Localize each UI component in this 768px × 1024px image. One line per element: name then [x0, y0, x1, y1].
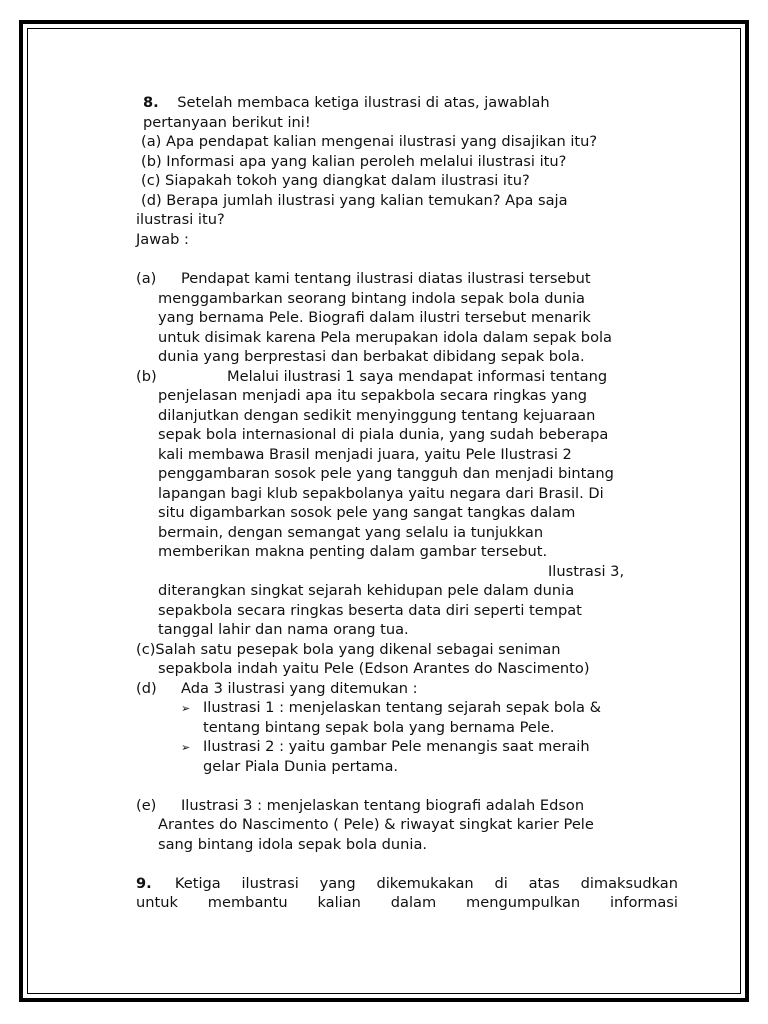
answer-c-line2: sepakbola indah yaitu Pele (Edson Arantes do Nascimento): [158, 660, 590, 677]
answer-b-line: situ digambarkan sosok pele yang sangat tangkas dalam: [158, 504, 576, 521]
q9-word: dikemukakan: [376, 875, 474, 892]
answer-d-bullet-2-cont: gelar Piala Dunia pertama.: [203, 758, 399, 775]
answer-c-line1: (c)Salah satu pesepak bola yang dikenal sebagai seniman: [136, 641, 561, 658]
q8-intro-line1: [143, 93, 550, 113]
answer-b-line: lapangan bagi klub sepakbolanya yaitu negara dari Brasil. Di: [158, 485, 604, 502]
answer-a-line: untuk disimak karena Pela merupakan idola dalam sepak bola: [158, 329, 612, 346]
answer-a-line: yang bernama Pele. Biografi dalam ilustri tersebut menarik: [158, 309, 591, 326]
q9-word: informasi: [610, 894, 678, 911]
answer-b-line: penggambaran sosok pele yang tangguh dan menjadi bintang: [158, 465, 614, 482]
bullet-1-text: Ilustrasi 1 : menjelaskan tentang sejarah sepak bola &: [203, 699, 602, 716]
arrow-bullet-icon: ➢: [181, 741, 191, 754]
q9-word: atas: [528, 875, 560, 892]
answer-e-line: Ilustrasi 3 : menjelaskan tentang biografi adalah Edson: [181, 797, 585, 814]
q9-word: Ketiga: [174, 875, 221, 892]
q9-word: yang: [319, 875, 356, 892]
q8-question-a: (a) Apa pendapat kalian mengenai ilustrasi yang disajikan itu?: [141, 133, 598, 150]
answer-e-line: Arantes do Nascimento ( Pele) & riwayat singkat karier Pele: [158, 816, 594, 833]
q9-word: kalian: [317, 894, 361, 911]
answer-a-line: Pendapat kami tentang ilustrasi diatas ilustrasi tersebut: [181, 270, 591, 287]
answer-b-line: dilanjutkan dengan sedikit menyinggung tentang kejuaraan: [158, 407, 596, 424]
answer-b-line: tanggal lahir dan nama orang tua.: [158, 621, 409, 638]
q9-word: di: [494, 875, 508, 892]
answer-b-line: diterangkan singkat sejarah kehidupan pele dalam dunia: [158, 582, 575, 599]
answer-d-label: (d): [136, 680, 157, 697]
answer-b-ilustrasi3-label: Ilustrasi 3,: [548, 563, 625, 580]
q9-line2: [136, 893, 678, 913]
answer-b-label: (b): [136, 368, 157, 385]
q9-word: mengumpulkan: [466, 894, 581, 911]
answer-d-bullet-1: [181, 698, 601, 719]
q8-question-d-line2: ilustrasi itu?: [136, 211, 225, 228]
answer-d-bullet-1-cont: tentang bintang sepak bola yang bernama Pele.: [203, 719, 555, 736]
q8-question-b: (b) Informasi apa yang kalian peroleh melalui ilustrasi itu?: [141, 153, 567, 170]
answer-d-text: Ada 3 ilustrasi yang ditemukan :: [181, 680, 418, 697]
answer-d-bullet-2: [181, 737, 590, 758]
answer-e-label: (e): [136, 797, 157, 814]
answer-b-line: sepakbola secara ringkas beserta data diri seperti tempat: [158, 602, 582, 619]
q9-word: dalam: [390, 894, 437, 911]
q9-word: untuk: [136, 894, 178, 911]
q8-question-c: (c) Siapakah tokoh yang diangkat dalam ilustrasi itu?: [141, 172, 530, 189]
q8-question-d-line1: (d) Berapa jumlah ilustrasi yang kalian temukan? Apa saja: [141, 192, 568, 209]
answer-b-line: memberikan makna penting dalam gambar tersebut.: [158, 543, 548, 560]
jawab-label: Jawab :: [136, 231, 189, 248]
answer-a-label: (a): [136, 270, 157, 287]
bullet-2-text: Ilustrasi 2 : yaitu gambar Pele menangis saat meraih: [203, 738, 590, 755]
answer-b-line: bermain, dengan semangat yang selalu ia tunjukkan: [158, 524, 544, 541]
q8-intro-text: Setelah membaca ketiga ilustrasi di atas, jawablah: [177, 94, 550, 111]
answer-b-line: Melalui ilustrasi 1 saya mendapat informasi tentang: [227, 368, 608, 385]
answer-a-line: dunia yang berprestasi dan berbakat dibidang sepak bola.: [158, 348, 585, 365]
answer-b-line: kali membawa Brasil menjadi juara, yaitu Pele Ilustrasi 2: [158, 446, 572, 463]
q9-word: dimaksudkan: [580, 875, 678, 892]
q9-line1: [136, 874, 678, 894]
q8-number: 8.: [143, 94, 159, 111]
q9-word: ilustrasi: [241, 875, 299, 892]
answer-e-line: sang bintang idola sepak bola dunia.: [158, 836, 428, 853]
q8-intro-line2: pertanyaan berikut ini!: [143, 114, 311, 131]
answer-b-line: sepak bola internasional di piala dunia, yang sudah beberapa: [158, 426, 609, 443]
arrow-bullet-icon: ➢: [181, 702, 191, 715]
q9-lead: [136, 874, 221, 894]
answer-b-line: penjelasan menjadi apa itu sepakbola secara ringkas yang: [158, 387, 588, 404]
q9-number: 9.: [136, 875, 152, 892]
answer-a-line: menggambarkan seorang bintang indola sepak bola dunia: [158, 290, 585, 307]
q9-word: membantu: [207, 894, 288, 911]
